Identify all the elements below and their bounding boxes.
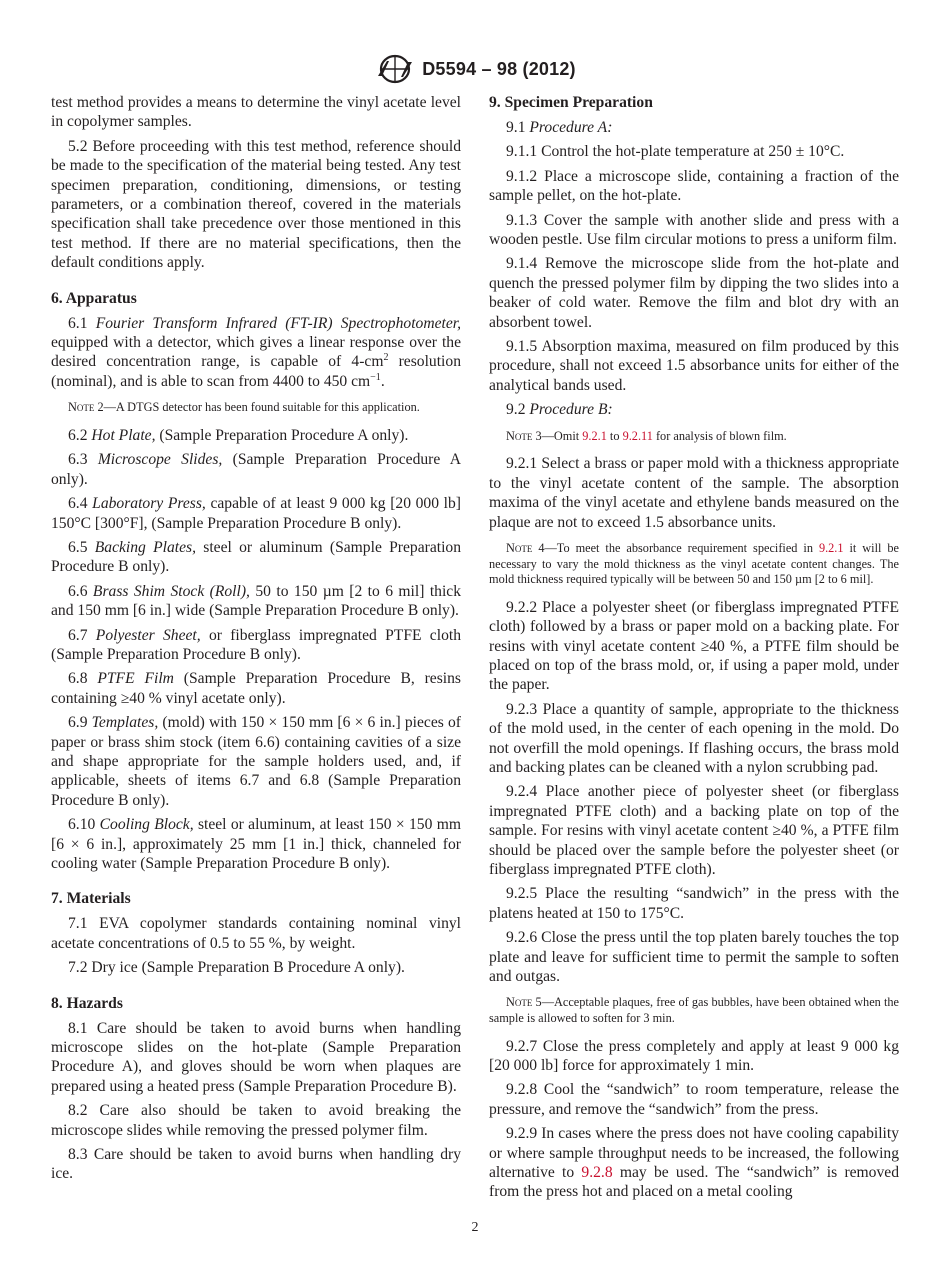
page-number: 2	[471, 1220, 479, 1235]
note-5: Note 5—Acceptable plaques, free of gas bubbles, have been obtained when the sample is allowed to soften for 3 min.	[489, 995, 899, 1025]
link-9-2-8[interactable]: 9.2.8	[581, 1164, 613, 1182]
paragraph-9-1: 9.1 Procedure A:	[506, 119, 613, 136]
link-9-2-1[interactable]: 9.2.1	[582, 428, 607, 443]
paragraph-6-7: 6.7 Polyester Sheet, or fiberglass impregnated PTFE cloth (Sample Preparation Procedure B only).	[51, 626, 461, 663]
paragraph-6-6: 6.6 Brass Shim Stock (Roll), 50 to 150 µm [2 to 6 mil] thick and 150 mm [6 in.] wide (Sample Preparation Procedure B only).	[51, 582, 462, 620]
paragraph-9-2-5: 9.2.5 Place the resulting “sandwich” in the press with the platens heated at 150 to 175°C.	[489, 885, 899, 922]
paragraph-6-5: 6.5 Backing Plates, steel or aluminum (Sample Preparation Procedure B only).	[51, 538, 462, 576]
note-4: Note 4—To meet the absorbance requirement specified in 9.2.1 it will be necessary to vary the mold thickness as the vinyl acetate content changes. The mold thickness required typically will be between 50 and 150 µm [2 to 6 mil].	[489, 540, 899, 587]
left-column	[51, 93, 461, 1189]
paragraph-9-2-8: 9.2.8 Cool the “sandwich” to room temperature, release the pressure, and remove the “sandwich” from the press.	[489, 1081, 899, 1118]
paragraph-6-3: 6.3 Microscope Slides, (Sample Preparation Procedure A only).	[51, 451, 461, 488]
section-heading-materials: 7. Materials	[51, 890, 131, 908]
page-header	[0, 54, 950, 84]
link-9-2-11[interactable]: 9.2.11	[622, 428, 653, 443]
paragraph-5-2: 5.2 Before proceeding with this test method, reference should be made to the specification of the material being tested. Any test specimen preparation, conditioning, dimensions, or testing parameters, or a combination thereof, covered in the materials specification shall take precedence over those mentioned in this test method. If there are no material specifications, then the default conditions apply.	[51, 137, 461, 272]
paragraph-9-1-5: 9.1.5 Absorption maxima, measured on film produced by this procedure, shall not exceed 1.5 absorbance units for either of the analytical bands used.	[489, 338, 899, 394]
paragraph-9-1-3: 9.1.3 Cover the sample with another slide and press with a wooden pestle. Use film circular motions to press a uniform film.	[489, 211, 899, 249]
paragraph-9-2-2: 9.2.2 Place a polyester sheet (or fiberglass impregnated PTFE cloth) followed by a brass or paper mold on a backing plate. For resins with vinyl acetate content ≥40 %, a PTFE film should be placed on top of the brass mold, or, if using a paper mold, under the paper.	[489, 598, 899, 694]
paragraph-9-2-4: 9.2.4 Place another piece of polyester sheet (or fiberglass impregnated PTFE cloth) and a backing plate on top of the sample. For resins with vinyl acetate content ≥40 %, a PTFE film should be placed over the sample before the polyester sheet (or fiberglass impregnated PTFE cloth).	[489, 783, 899, 878]
right-column	[489, 93, 899, 1207]
paragraph-8-3: 8.3 Care should be taken to avoid burns when handling dry ice.	[51, 1146, 461, 1183]
paragraph-continuation: test method provides a means to determine the vinyl acetate level in copolymer samples.	[51, 94, 461, 131]
section-heading-hazards: 8. Hazards	[51, 994, 123, 1012]
paragraph-9-2-7: 9.2.7 Close the press completely and apply at least 9 000 kg [20 000 lb] force for approximately 1 min.	[489, 1037, 899, 1074]
paragraph-6-2: 6.2 Hot Plate, (Sample Preparation Procedure A only).	[68, 426, 409, 444]
note-2: Note 2—A DTGS detector has been found suitable for this application.	[68, 400, 420, 415]
paragraph-6-8: 6.8 PTFE Film (Sample Preparation Procedure B, resins containing ≥40 % vinyl acetate only).	[51, 670, 461, 707]
paragraph-9-1-2: 9.1.2 Place a microscope slide, containing a fraction of the sample pellet, on the hot-plate.	[489, 167, 899, 205]
paragraph-6-9: 6.9 Templates, (mold) with 150 × 150 mm [6 × 6 in.] pieces of paper or brass shim stock (item 6.6) containing cavities of a size and shape appropriate for the sample holders used, and, if applicable, sheets of items 6.7 and 6.8 (Sample Preparation Procedure B only).	[51, 714, 461, 809]
link-9-2-1[interactable]: 9.2.1	[818, 540, 844, 555]
paragraph-8-2: 8.2 Care also should be taken to avoid breaking the microscope slides while removing the pressed polymer film.	[51, 1102, 461, 1139]
paragraph-6-10: 6.10 Cooling Block, steel or aluminum, at least 150 × 150 mm [6 × 6 in.], approximately 25 mm [1 in.] thick, channeled for cooling water (Sample Preparation Procedure B only).	[51, 816, 461, 872]
paragraph-9-2-1: 9.2.1 Select a brass or paper mold with a thickness appropriate to the vinyl acetate content of the sample. The absorption maxima of the vinyl acetate and ethylene bands measured on the plaque are not to exceed 1.5 absorbance units.	[489, 455, 899, 531]
paragraph-7-2: 7.2 Dry ice (Sample Preparation B Procedure A only).	[68, 959, 405, 977]
document-designation: D5594 – 98 (2012)	[422, 58, 576, 79]
paragraph-9-1-1: 9.1.1 Control the hot-plate temperature at 250 ± 10°C.	[506, 143, 845, 161]
section-heading-apparatus: 6. Apparatus	[51, 289, 137, 307]
paragraph-6-4: 6.4 Laboratory Press, capable of at least 9 000 kg [20 000 lb] 150°C [300°F], (Sample Preparation Procedure B only).	[51, 495, 461, 532]
paragraph-6-1: 6.1 Fourier Transform Infrared (FT-IR) Spectrophotometer, equipped with a detector, which gives a linear response over the desired concentration range, is capable of $4-cm^2$ resolution (nominal), and is able to scan from 4400 to 450 $cm^{-1}$.	[51, 314, 462, 390]
paragraph-9-2-6: 9.2.6 Close the press until the top platen barely touches the top plate and leave for sufficient time to permit the sample to soften and outgas.	[489, 929, 899, 985]
paragraph-9-2: 9.2 Procedure B:	[506, 401, 613, 419]
note-3: Note 3—Omit 9.2.1 to 9.2.11 for analysis of blown film.	[506, 428, 787, 443]
paragraph-9-2-9: 9.2.9 In cases where the press does not have cooling capability or where sample throughput needs to be increased, the following alternative to 9.2.8 may be used. The “sandwich” is removed from the press hot and placed on a metal cooling	[489, 1125, 899, 1201]
paragraph-9-2-3: 9.2.3 Place a quantity of sample, appropriate to the thickness of the mold used, in the center of each opening in the mold. Do not overfill the mold openings. If flashing occurs, the brass mold and backing plates can be cleaned with a nylon scrubbing pad.	[489, 700, 899, 776]
paragraph-9-1-4: 9.1.4 Remove the microscope slide from the hot-plate and quench the pressed polymer film by dipping the two slides into a beaker of cold water. Remove the film and blot dry with an absorbent towel.	[489, 255, 899, 331]
section-heading-specimen-preparation: 9. Specimen Preparation	[489, 94, 653, 111]
astm-logo-icon	[374, 54, 416, 84]
paragraph-7-1: 7.1 EVA copolymer standards containing nominal vinyl acetate concentrations of 0.5 to 55 %, by weight.	[51, 915, 461, 952]
paragraph-8-1: 8.1 Care should be taken to avoid burns when handling microscope slides on the hot-plate (Sample Preparation Procedure A), and gloves should be worn when plaques are prepared using a heated press (Sample Preparation Procedure B).	[51, 1019, 461, 1095]
